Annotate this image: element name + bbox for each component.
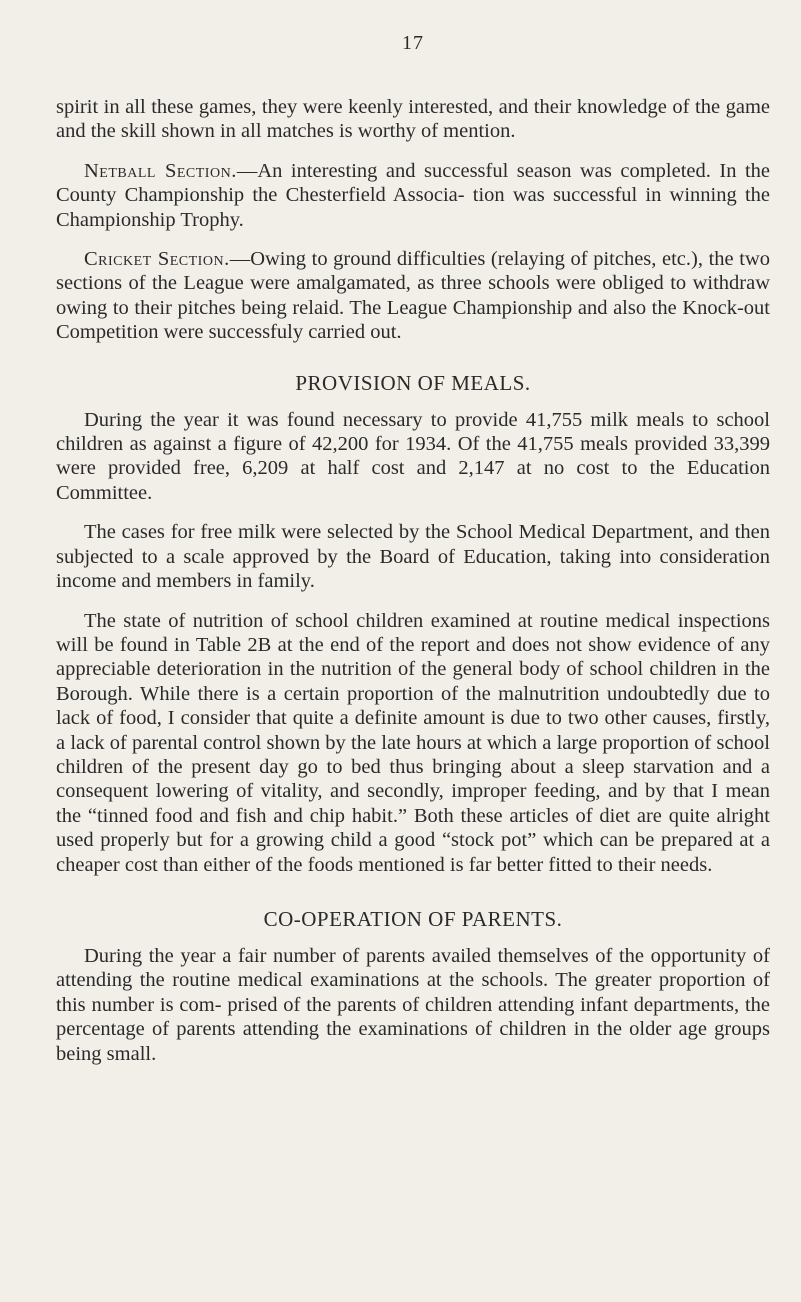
page-number: 17	[402, 32, 424, 54]
meals-paragraph-1: During the year it was found necessary to provide 41,755 milk meals to school children as against a figure of 42,200 for 1934. Of the 41,755 meals provided 33,399 were provided free, 6,209 at half cost and 2,147 at no cost to the Education Committee.	[56, 408, 770, 504]
document-page	[56, 32, 770, 1081]
cooperation-section-title: CO-OPERATION OF PARENTS.	[263, 906, 563, 931]
netball-text: —An interesting and successful season was completed. In the County Championship the Chesterfield Associa- tion was successful in winning the Championship Trophy.	[56, 159, 771, 231]
cricket-heading: Cricket Section.	[84, 248, 230, 271]
cooperation-paragraph-1: During the year a fair number of parents availed themselves of the opportunity of attending the routine medical examinations at the schools. The greater proportion of this number is com- prised of the parents of children attending infant departments, the percentage of parents attending the examinations of children in the older age groups being small.	[56, 944, 770, 1065]
meals-section-title: PROVISION OF MEALS.	[295, 370, 531, 395]
meals-paragraph-3: The state of nutrition of school children examined at routine medical inspections will be found in Table 2B at the end of the report and does not show evidence of any appreciable deterioration in the nutrition of the general body of school children in the Borough. While there is a certain proportion of the malnutrition undoubtedly due to lack of food, I consider that quite a definite amount is due to two other causes, firstly, a lack of parental control shown by the late hours at which a large proportion of school children of the present day go to bed thus bringing about a sleep starvation and a consequent lowering of vitality, and secondly, improper feeding, and by that I mean the “tinned food and fish and chip habit.” Both these articles of diet are quite alright used properly but for a growing child a good “stock pot” which can be prepared at a cheaper cost than either of the foods mentioned is far better fitted to their needs.	[56, 609, 770, 876]
cricket-text: —Owing to ground difficulties (relaying of pitches, etc.), the two sections of the League were amalgamated, as three schools were obliged to withdraw owing to their pitches being relaid. The League Championship and also the Knock-out Competition were successfuly carried out.	[56, 248, 771, 344]
netball-paragraph	[56, 159, 770, 232]
netball-heading: Netball Section.	[84, 159, 237, 182]
meals-paragraph-2: The cases for free milk were selected by the School Medical Department, and then subjected to a scale approved by the Board of Education, taking into consideration income and members in family.	[56, 521, 770, 593]
intro-paragraph: spirit in all these games, they were keenly interested, and their knowledge of the game and the skill shown in all matches is worthy of mention.	[56, 96, 770, 143]
cricket-paragraph	[56, 247, 770, 345]
